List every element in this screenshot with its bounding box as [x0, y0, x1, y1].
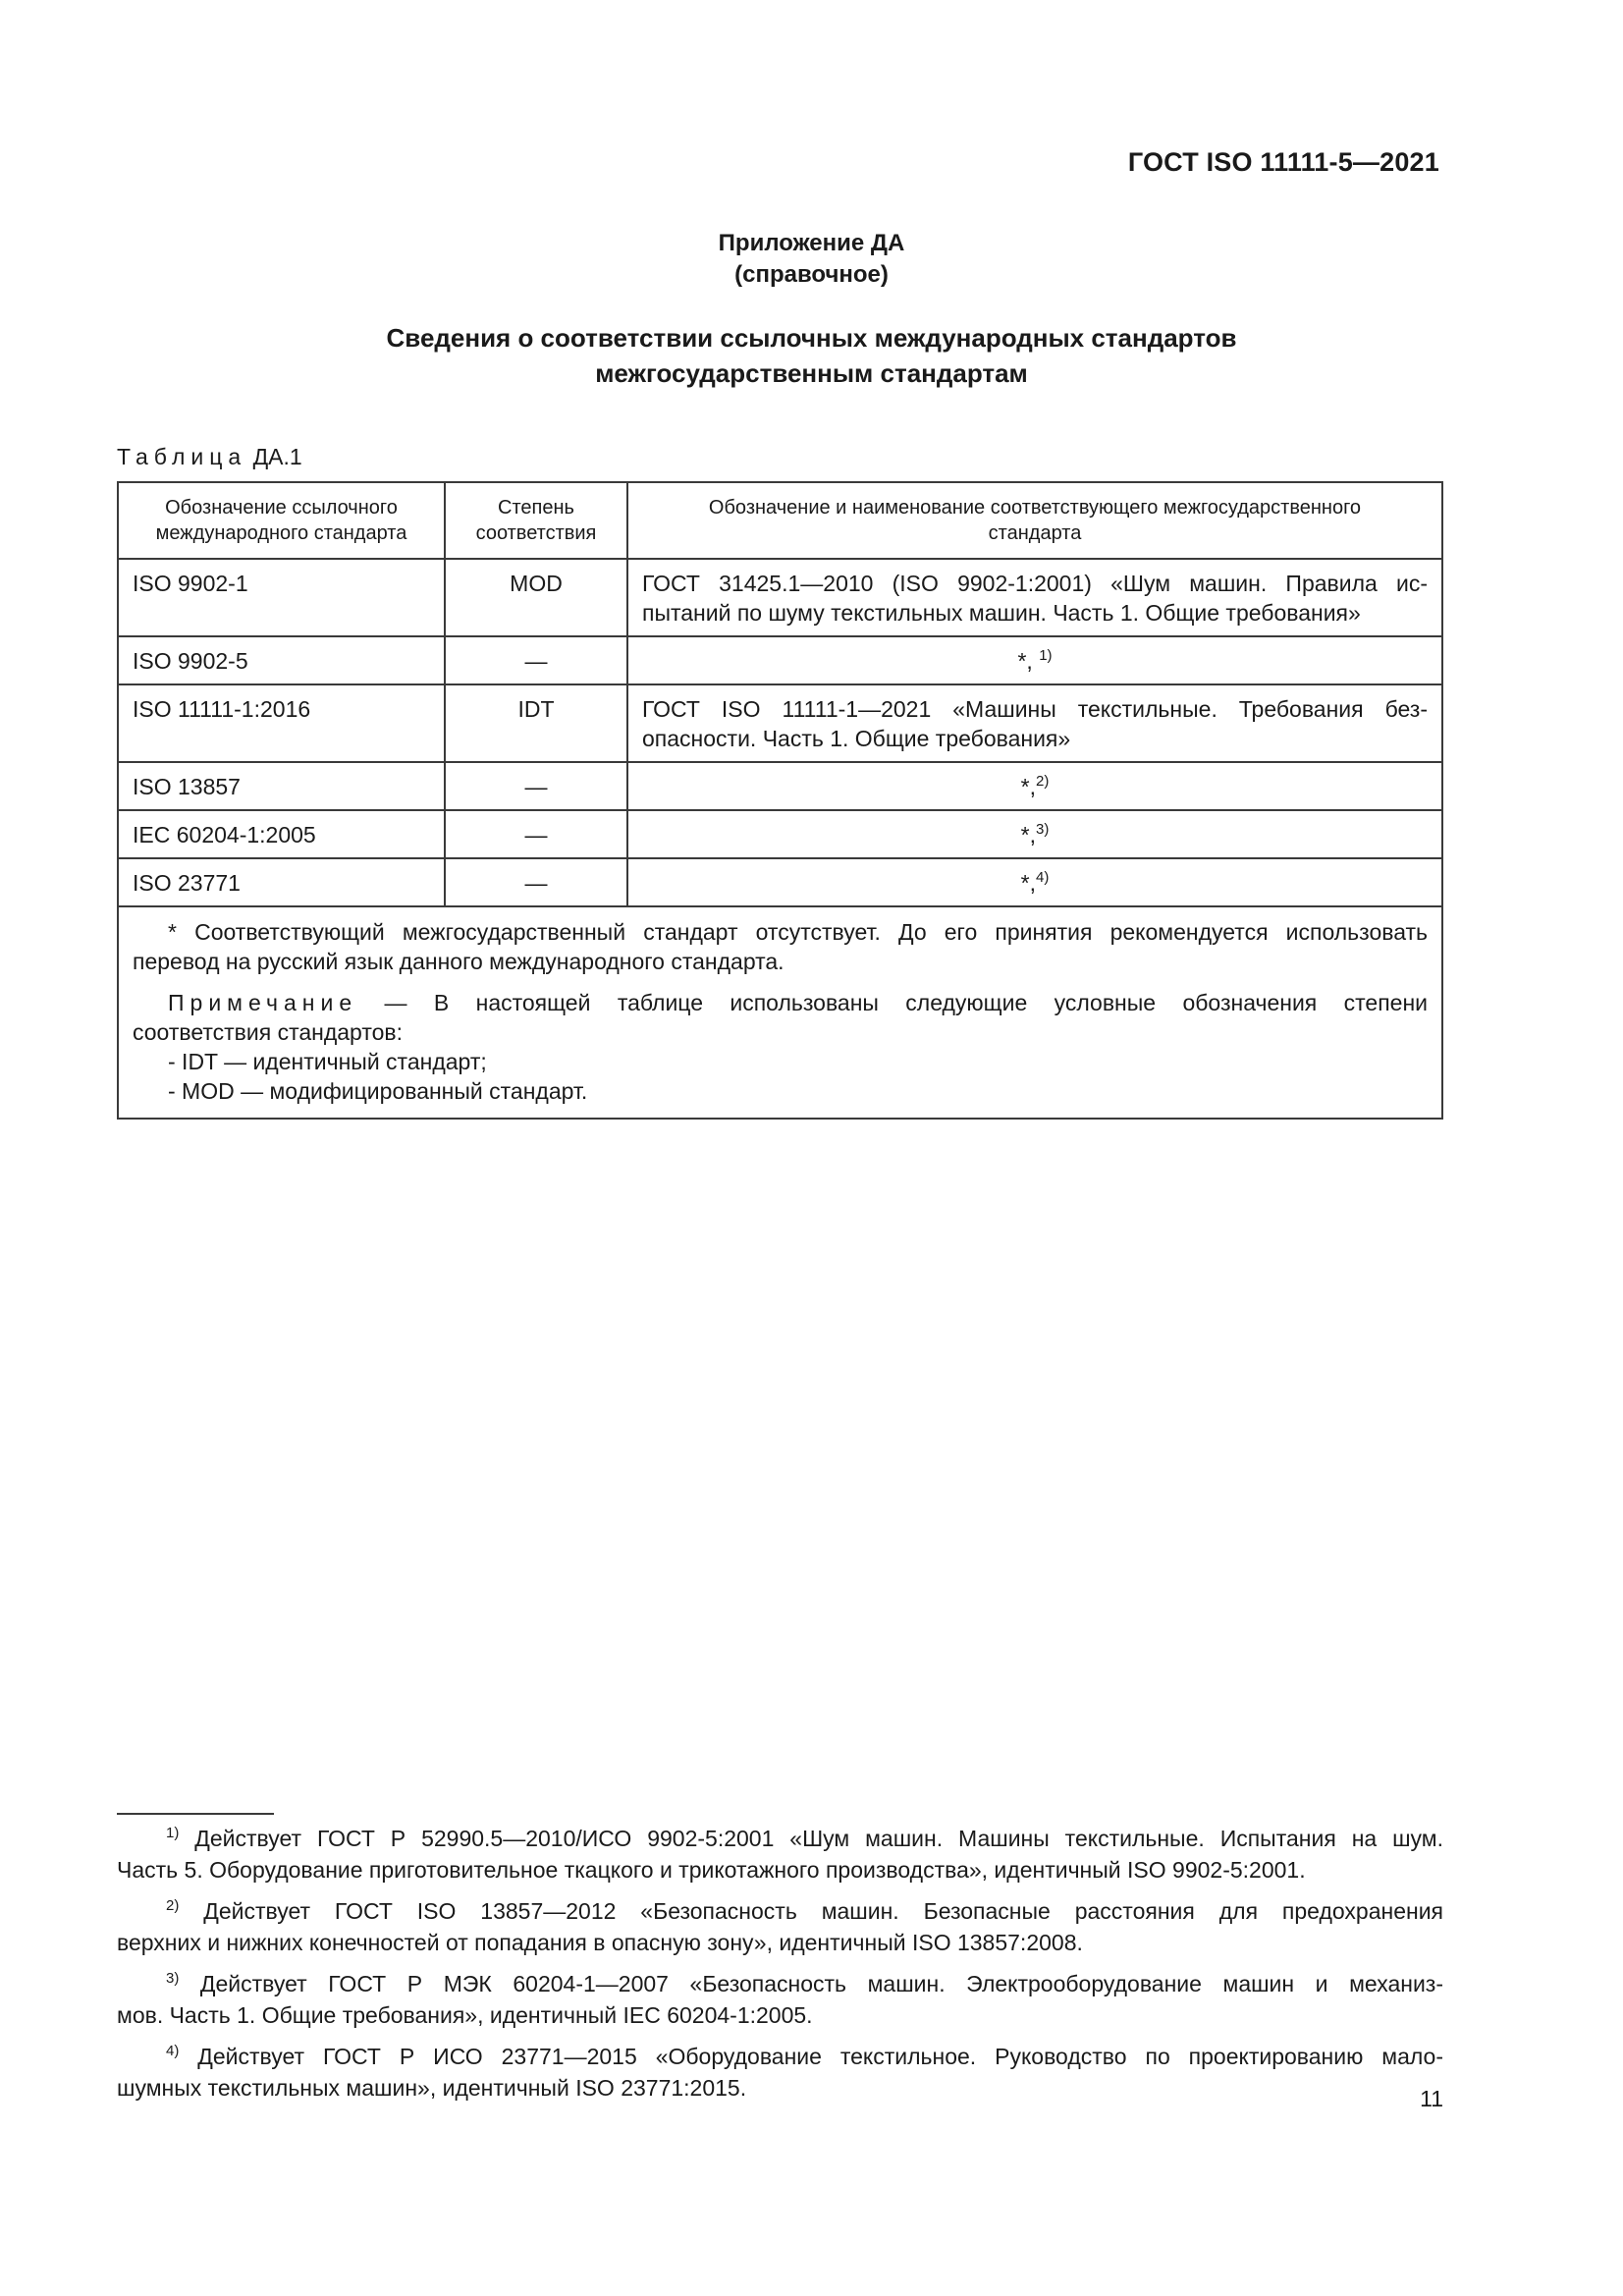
footnote-ref-1: 1) [1039, 647, 1053, 664]
table-header-row [118, 482, 1442, 559]
footnotes [117, 1823, 1443, 2113]
cell-line: ГОСТ ISO 11111-1—2021 «Машины текстильные. Требования без- [642, 696, 1428, 722]
spacer [133, 976, 1428, 988]
footnote-number: 4) [166, 2043, 180, 2059]
footnote [117, 1823, 1443, 1886]
note-list-item: - MOD — модифицированный стандарт. [168, 1078, 588, 1104]
table-row [118, 559, 1442, 636]
annex-title: Приложение ДА [718, 230, 905, 256]
footnote-ref-3: 3) [1036, 821, 1050, 838]
table-row [118, 858, 1442, 906]
absent-mark: *, [1020, 774, 1036, 799]
footnote-line: мов. Часть 1. Общие требования», идентичный IEC 60204-1:2005. [117, 2002, 813, 2028]
page-number: 11 [1420, 2086, 1443, 2111]
cell-line: опасности. Часть 1. Общие требования» [642, 726, 1071, 751]
table-row [118, 762, 1442, 810]
footnote-line: шумных текстильных машин», идентичный ISO 23771:2015. [117, 2075, 747, 2101]
table-label-word: Таблица [117, 444, 247, 469]
table-notes-row [118, 906, 1442, 1119]
table-row [118, 810, 1442, 858]
footnote-number: 2) [166, 1897, 180, 1914]
cell-reference: ISO 11111-1:2016 [118, 684, 445, 762]
cell-degree: IDT [445, 684, 627, 762]
header-text: Степень [498, 497, 574, 519]
note-line [133, 988, 1428, 1017]
note-line: соответствия стандартов: [133, 1019, 404, 1045]
absent-mark: *, [1020, 822, 1036, 847]
cell-reference: ISO 9902-5 [118, 636, 445, 684]
table-label [117, 442, 302, 471]
cell-standard [627, 762, 1442, 810]
table-row [118, 684, 1442, 762]
header-interstate-standard [627, 482, 1442, 559]
header-text: соответствия [475, 522, 597, 544]
star-footnote-line: * Соответствующий межгосударственный стандарт отсутствует. До его принятия рекомендуется использовать [168, 919, 1428, 945]
footnote-line [117, 1968, 1443, 1999]
table-notes-cell [118, 906, 1442, 1119]
footnote-number: 3) [166, 1970, 180, 1987]
footnote-line [117, 2041, 1443, 2072]
footnote-text: Действует ГОСТ Р ИСО 23771—2015 «Оборудование текстильное. Руководство по проектированию мало- [197, 2044, 1444, 2069]
header-text: международного стандарта [155, 522, 407, 544]
cell-degree: — [445, 636, 627, 684]
annex-caption-line-1: Сведения о соответствии ссылочных международных стандартов [386, 323, 1237, 353]
footnote-separator [117, 1813, 274, 1815]
footnote-text: Действует ГОСТ Р 52990.5—2010/ИСО 9902-5:2001 «Шум машин. Машины текстильные. Испытания на шум. [194, 1826, 1443, 1851]
footnote-line: Часть 5. Оборудование приготовительное ткацкого и трикотажного производства», идентичный ISO 9902-5:2001. [117, 1857, 1306, 1883]
table-label-id: ДА.1 [252, 444, 302, 469]
table-row [118, 636, 1442, 684]
footnote-line: верхних и нижних конечностей от попадания в опасную зону», идентичный ISO 13857:2008. [117, 1930, 1083, 1955]
cell-line: ГОСТ 31425.1—2010 (ISO 9902-1:2001) «Шум машин. Правила ис- [642, 571, 1428, 596]
header-text: Обозначение и наименование соответствующего межгосударственного [708, 497, 1362, 519]
cell-degree: MOD [445, 559, 627, 636]
footnote [117, 1895, 1443, 1958]
cell-reference: ISO 23771 [118, 858, 445, 906]
header-reference-standard [118, 482, 445, 559]
cell-standard [627, 636, 1442, 684]
cell-standard [627, 684, 1442, 762]
cell-reference: ISO 13857 [118, 762, 445, 810]
header-text: Обозначение ссылочного [165, 497, 398, 519]
footnote-text: Действует ГОСТ ISO 13857—2012 «Безопасность машин. Безопасные расстояния для предохранения [203, 1898, 1443, 1924]
footnote-line [117, 1895, 1443, 1927]
footnote-text: Действует ГОСТ Р МЭК 60204-1—2007 «Безопасность машин. Электрооборудование машин и механиз- [199, 1971, 1443, 1996]
footnote [117, 2041, 1443, 2104]
footnote-ref-4: 4) [1036, 869, 1050, 886]
absent-mark: *, [1020, 870, 1036, 896]
header-degree [445, 482, 627, 559]
cell-standard [627, 810, 1442, 858]
footnote-ref-2: 2) [1036, 773, 1050, 790]
cell-degree: — [445, 762, 627, 810]
annex-subtitle: (справочное) [734, 261, 889, 288]
footnote-number: 1) [166, 1825, 180, 1841]
annex-caption-line-2: межгосударственным стандартам [595, 358, 1028, 388]
cell-standard [627, 559, 1442, 636]
star-footnote-line: перевод на русский язык данного международного стандарта. [133, 949, 784, 974]
cell-standard [627, 858, 1442, 906]
footnote-line [117, 1823, 1443, 1854]
header-text: стандарта [988, 522, 1082, 544]
note-list-item: - IDT — идентичный стандарт; [168, 1049, 487, 1074]
footnote [117, 1968, 1443, 2031]
absent-mark: *, [1017, 648, 1040, 674]
cell-reference: IEC 60204-1:2005 [118, 810, 445, 858]
cell-degree: — [445, 810, 627, 858]
correspondence-table [117, 481, 1443, 1120]
cell-line: пытаний по шуму текстильных машин. Часть 1. Общие требования» [642, 600, 1361, 626]
note-text: — В настоящей таблице использованы следующие условные обозначения степени [384, 990, 1429, 1015]
cell-reference: ISO 9902-1 [118, 559, 445, 636]
note-label: Примечание [168, 990, 358, 1015]
cell-degree: — [445, 858, 627, 906]
document-code: ГОСТ ISO 11111-5—2021 [1127, 147, 1439, 177]
